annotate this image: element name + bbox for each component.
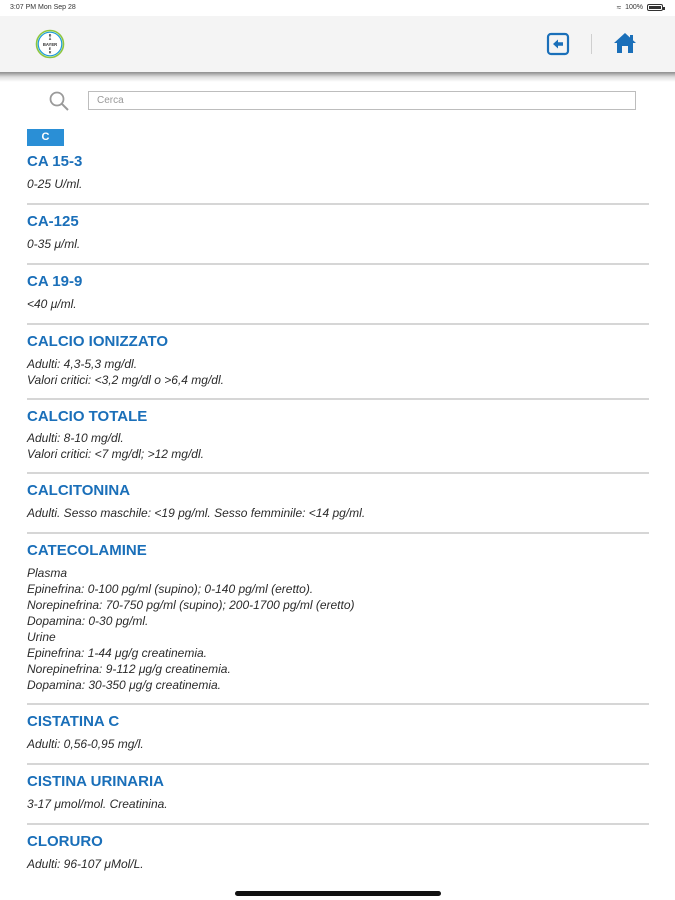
home-icon[interactable] (612, 30, 638, 56)
item-desc: Plasma Epinefrina: 0-100 pg/ml (supino); 0-140 pg/ml (eretto). Norepinefrina: 70-750 pg/ml (supino); 200-1700 pg/ml (eretto) Dopamina: 0-30 pg/ml. Urine Epinefrina: 1-44 μg/g creatinemia. Norepinefrina: 9-112 μg/g creatinemia. Dopamina: 30-350 μg/g creatinemia. (27, 566, 355, 692)
list-item[interactable] (27, 534, 649, 705)
item-desc: 0-25 U/ml. (27, 177, 83, 191)
list-item[interactable] (27, 325, 649, 400)
status-bar (0, 0, 675, 16)
list-item[interactable] (27, 474, 649, 534)
item-title: CALCIO TOTALE (27, 408, 148, 425)
item-desc: Adulti: 96-107 μMol/L. (27, 857, 144, 871)
logo-text: BAYER (42, 42, 58, 47)
svg-text:B: B (48, 33, 52, 38)
app-header (0, 16, 675, 74)
list-item[interactable] (27, 400, 649, 474)
exam-list (27, 152, 649, 872)
wifi-icon: ≈ (616, 3, 622, 12)
status-time: 3:07 PM Mon Sep 28 (10, 4, 76, 11)
item-desc: Adulti: 4,3-5,3 mg/dl. Valori critici: <3,2 mg/dl o >6,4 mg/dl. (27, 357, 224, 387)
battery-icon (647, 4, 663, 11)
svg-text:R: R (48, 50, 52, 55)
item-desc: <40 μ/ml. (27, 297, 77, 311)
battery-percent: 100% (625, 4, 643, 11)
item-title: CISTATINA C (27, 713, 120, 730)
item-title: CALCITONINA (27, 482, 131, 499)
status-right (617, 3, 663, 12)
item-title: CA-125 (27, 213, 79, 230)
list-item[interactable] (27, 765, 649, 825)
header-shadow (0, 72, 675, 82)
home-indicator[interactable] (235, 891, 441, 896)
item-title: CALCIO IONIZZATO (27, 333, 169, 350)
item-desc: 0-35 μ/ml. (27, 237, 81, 251)
item-desc: Adulti: 0,56-0,95 mg/l. (27, 737, 144, 751)
list-item[interactable] (27, 152, 649, 205)
header-divider (591, 34, 592, 54)
svg-text:A: A (48, 36, 52, 41)
item-title: CA 19-9 (27, 273, 83, 290)
item-title: CLORURO (27, 833, 103, 850)
search-input[interactable] (88, 91, 636, 110)
item-title: CA 15-3 (27, 153, 83, 170)
bayer-cross-logo (35, 29, 65, 59)
item-title: CATECOLAMINE (27, 542, 147, 559)
list-item[interactable] (27, 825, 649, 872)
list-item[interactable] (27, 205, 649, 265)
list-item[interactable] (27, 265, 649, 325)
item-desc: 3-17 μmol/mol. Creatinina. (27, 797, 168, 811)
back-arrow-icon[interactable] (546, 32, 570, 56)
item-title: CISTINA URINARIA (27, 773, 164, 790)
list-item[interactable] (27, 705, 649, 765)
section-letter-badge: C (27, 129, 64, 146)
item-desc: Adulti: 8-10 mg/dl. Valori critici: <7 mg/dl; >12 mg/dl. (27, 431, 204, 461)
item-desc: Adulti. Sesso maschile: <19 pg/ml. Sesso femminile: <14 pg/ml. (27, 506, 366, 520)
svg-text:E: E (48, 47, 52, 52)
search-icon (48, 90, 70, 112)
